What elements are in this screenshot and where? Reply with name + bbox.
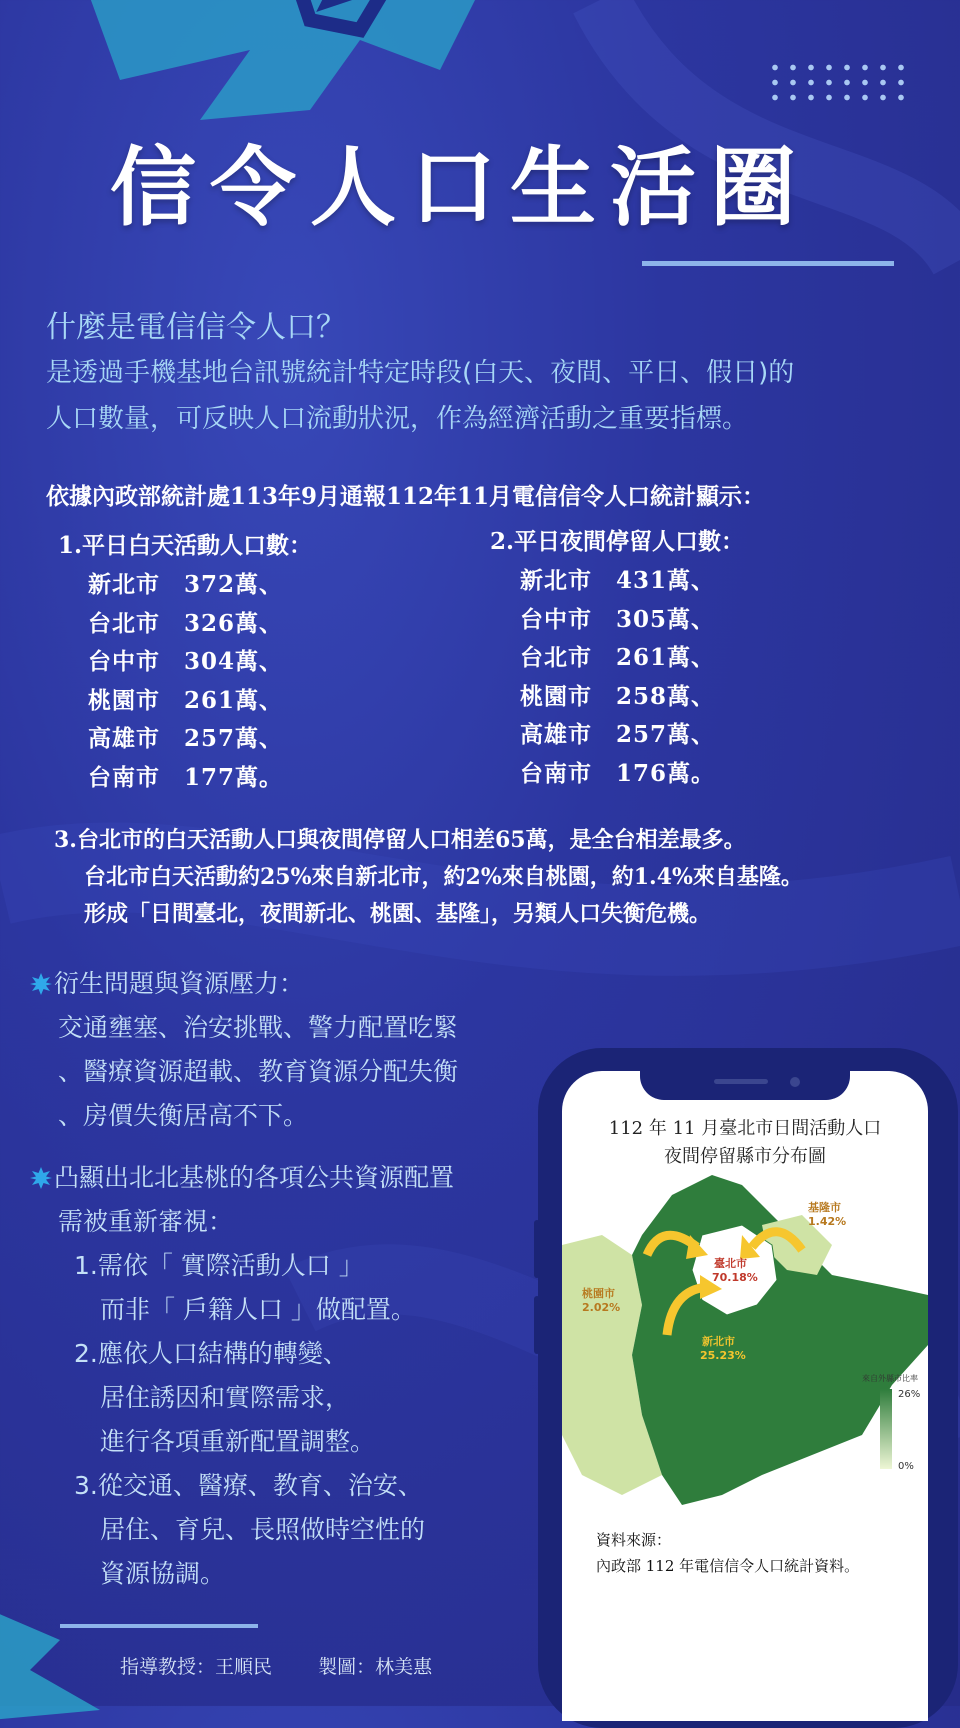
legend-gradient (880, 1389, 892, 1469)
phone-side-button (534, 1220, 540, 1278)
policy-item-cont: 進行各項重新配置調整。 (100, 1427, 376, 1456)
city-value: 177萬。 (184, 763, 284, 791)
city-name: 新北市 (88, 571, 160, 598)
city-name: 台南市 (520, 759, 592, 787)
city-name: 台南市 (88, 763, 160, 791)
policy-item-cont: 資源協調。 (100, 1559, 226, 1588)
designer-credit: 製圖：林美惠 (318, 1656, 433, 1678)
phone-speaker (714, 1079, 768, 1084)
policy-heading-row (30, 1156, 454, 1200)
policy-item-cont: 而非「 戶籍人口 」做配置。 (100, 1295, 416, 1324)
map-label-percent: 2.02% (582, 1301, 621, 1314)
city-value: 326萬、 (184, 609, 284, 637)
dot-grid-decoration (766, 60, 916, 106)
policy-heading: 凸顯出北北基桃的各項公共資源配置 (54, 1163, 455, 1192)
list-item (58, 720, 312, 759)
advisor-credit: 指導教授：王順民 (120, 1656, 273, 1678)
city-name: 高雄市 (88, 725, 160, 753)
note-line: 形成「日間臺北，夜間新北、桃園、基隆」，另類人口失衡危機。 (84, 901, 712, 927)
nighttime-heading: 2.平日夜間停留人口數： (490, 528, 745, 555)
city-value: 176萬。 (616, 759, 716, 787)
city-name: 高雄市 (520, 721, 592, 749)
city-name: 桃園市 (88, 686, 160, 714)
list-item (490, 755, 744, 794)
list-item (490, 639, 744, 678)
policy-item-cont: 居住、育兒、長照做時空性的 (100, 1515, 426, 1544)
note-line: 台北市白天活動約25%來自新北市，約2%來自桃園，約1.4%來自基隆。 (84, 864, 803, 890)
page-title: 信令人口生活圈 (110, 137, 810, 238)
city-name: 台中市 (520, 605, 592, 633)
map-label-percent: 25.23% (700, 1349, 746, 1362)
note-line: 3.台北市的白天活動人口與夜間停留人口相差65萬，是全台相差最多。 (54, 827, 746, 853)
city-name: 新北市 (520, 567, 592, 594)
map-label-name: 新北市 (702, 1335, 735, 1348)
policy-item: 1.需依「 實際活動人口 」 (74, 1251, 364, 1280)
city-value: 261萬、 (616, 644, 716, 672)
legend-min: 0% (898, 1461, 914, 1472)
lightning-bolt-decoration-bottom (0, 1600, 130, 1720)
map-label-name: 臺北市 (714, 1257, 747, 1270)
daytime-heading: 1.平日白天活動人口數： (58, 532, 313, 559)
burst-bullet-icon (30, 973, 52, 995)
map-title (562, 1115, 928, 1171)
phone-screen (562, 1071, 928, 1721)
intro-description (46, 350, 926, 442)
phone-side-button (534, 1296, 540, 1354)
list-item (490, 678, 744, 717)
list-item (490, 716, 744, 755)
comparison-note (54, 822, 803, 933)
policy-item: 3.從交通、醫療、教育、治安、 (74, 1471, 423, 1500)
list-item (58, 566, 312, 605)
issues-heading: 衍生問題與資源壓力： (54, 969, 305, 998)
phone-camera-icon (790, 1077, 800, 1087)
daytime-list (58, 527, 312, 798)
issues-heading-row (30, 962, 458, 1006)
map-label-percent: 70.18% (712, 1271, 758, 1284)
issues-line: 、房價失衡居高不下。 (58, 1101, 309, 1130)
city-value: 257萬、 (184, 725, 284, 753)
credits (120, 1652, 472, 1679)
issues-line: 交通壅塞、治安挑戰、警力配置吃緊 (58, 1013, 459, 1042)
city-value: 258萬、 (616, 682, 716, 710)
policy-item-cont: 居住誘因和實際需求， (100, 1383, 351, 1412)
city-name: 台中市 (88, 648, 160, 676)
city-value: 304萬、 (184, 648, 284, 676)
map-label-name: 桃園市 (582, 1287, 615, 1300)
legend-title: 來自外縣市比率 (862, 1374, 918, 1383)
city-value: 372萬、 (184, 571, 284, 598)
city-value: 261萬、 (184, 686, 284, 714)
policy-section (30, 1156, 454, 1596)
source-line: 內政部 112 年電信信令人口統計資料。 (596, 1557, 860, 1575)
footer-divider (60, 1624, 258, 1628)
city-value: 257萬、 (616, 721, 716, 749)
lightning-bolt-decoration (60, 0, 500, 130)
city-name: 桃園市 (520, 682, 592, 710)
legend-max: 26% (898, 1389, 921, 1400)
map-title-line: 112 年 11 月臺北市日間活動人口 (608, 1118, 882, 1139)
map-source (596, 1527, 859, 1579)
city-name: 台北市 (88, 609, 160, 637)
intro-line: 是透過手機基地台訊號統計特定時段(白天、夜間、平日、假日)的 (46, 358, 795, 388)
intro-line: 人口數量，可反映人口流動狀況，作為經濟活動之重要指標。 (46, 404, 749, 434)
city-value: 305萬、 (616, 605, 716, 633)
intro-question: 什麼是電信信令人口？ (46, 310, 346, 345)
list-item (58, 759, 312, 798)
list-item (490, 601, 744, 640)
issues-section (30, 962, 458, 1138)
issues-line: 、醫療資源超載、教育資源分配失衡 (58, 1057, 459, 1086)
list-item (58, 682, 312, 721)
list-item (58, 605, 312, 644)
title-divider (642, 261, 894, 266)
source-line: 資料來源： (596, 1531, 672, 1549)
city-name: 台北市 (520, 644, 592, 672)
nighttime-list (490, 523, 744, 794)
city-value: 431萬、 (616, 567, 716, 594)
stats-heading: 依據內政部統計處113年9月通報112年11月電信信令人口統計顯示： (46, 483, 766, 510)
policy-heading-cont: 需被重新審視： (58, 1207, 234, 1236)
policy-item: 2.應依人口結構的轉變、 (74, 1339, 348, 1368)
burst-bullet-icon (30, 1167, 52, 1189)
map-title-line: 夜間停留縣市分布圖 (664, 1146, 826, 1167)
list-item (58, 643, 312, 682)
map-label-percent: 1.42% (808, 1215, 847, 1228)
map-label-name: 基隆市 (808, 1201, 841, 1214)
list-item (490, 562, 744, 601)
